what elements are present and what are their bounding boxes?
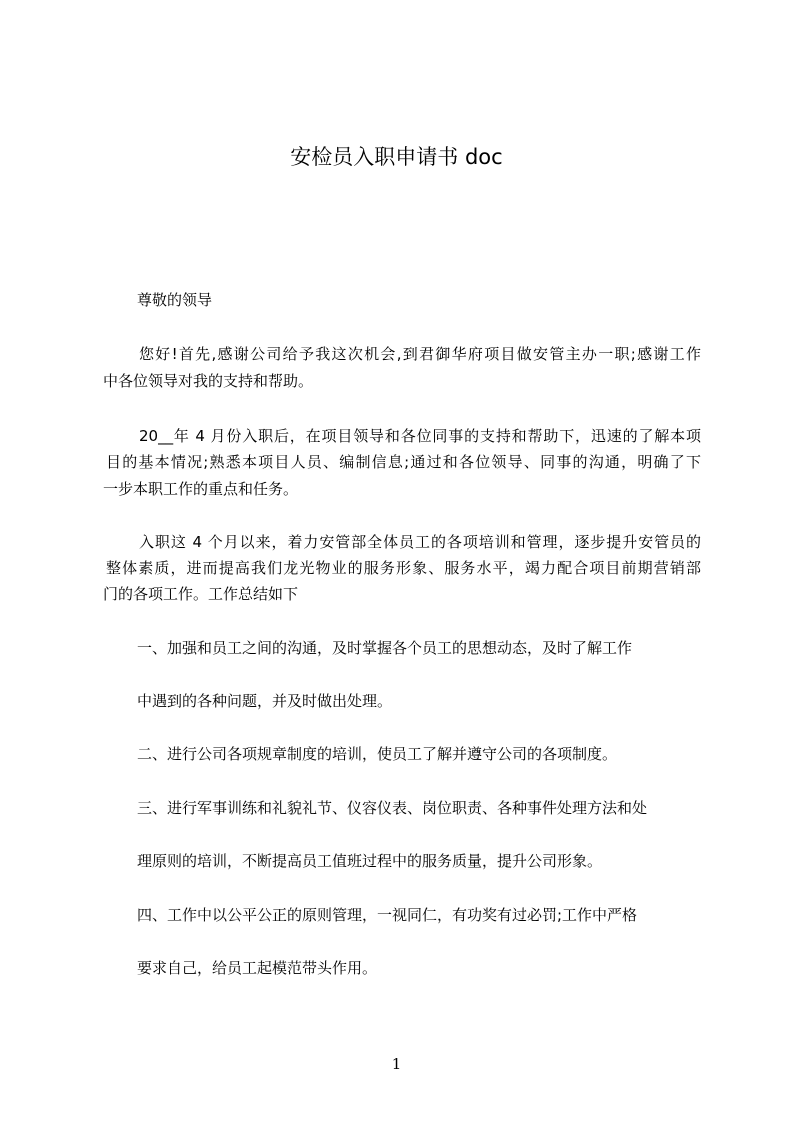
paragraph-3-line-3: 门的各项工作。工作总结如下 [103,585,299,603]
list-item-4-line-2: 要求自己，给员工起模范带头作用。 [137,959,378,977]
paragraph-1-line-1: 您好!首先,感谢公司给予我这次机会,到君御华府项目做安管主办一职;感谢工作 [139,345,701,363]
greeting-line: 尊敬的领导 [137,291,213,309]
paragraph-3-line-1: 入职这 4 个月以来，着力安管部全体员工的各项培训和管理，逐步提升安管员的 [139,533,701,551]
list-item-3-line-2: 理原则的培训，不断提高员工值班过程中的服务质量，提升公司形象。 [137,852,603,870]
paragraph-3-line-2: 整体素质，进而提高我们龙光物业的服务形象、服务水平，竭力配合项目前期营销部 [106,559,701,577]
list-item-2: 二、进行公司各项规章制度的培训，使员工了解并遵守公司的各项制度。 [137,745,618,763]
page-number: 1 [391,1055,402,1073]
paragraph-2-line-2: 目的基本情况;熟悉本项目人员、编制信息;通过和各位领导、同事的沟通，明确了下 [106,453,701,471]
paragraph-2-line-3: 一步本职工作的重点和任务。 [103,480,299,498]
list-item-1-line-2: 中遇到的各种问题，并及时做出处理。 [137,692,393,710]
paragraph-1-line-2: 中各位领导对我的支持和帮助。 [103,372,314,390]
list-item-3-line-1: 三、进行军事训练和礼貌礼节、仪容仪表、岗位职责、各种事件处理方法和处 [137,799,648,817]
paragraph-2-line-1: 20__年 4 月份入职后，在项目领导和各位同事的支持和帮助下，迅速的了解本项 [139,427,701,445]
list-item-1-line-1: 一、加强和员工之间的沟通，及时掌握各个员工的思想动态，及时了解工作 [137,639,633,657]
list-item-4-line-1: 四、工作中以公平公正的原则管理，一视同仁，有功奖有过必罚;工作中严格 [137,906,638,924]
document-title: 安检员入职申请书 doc [290,145,503,169]
